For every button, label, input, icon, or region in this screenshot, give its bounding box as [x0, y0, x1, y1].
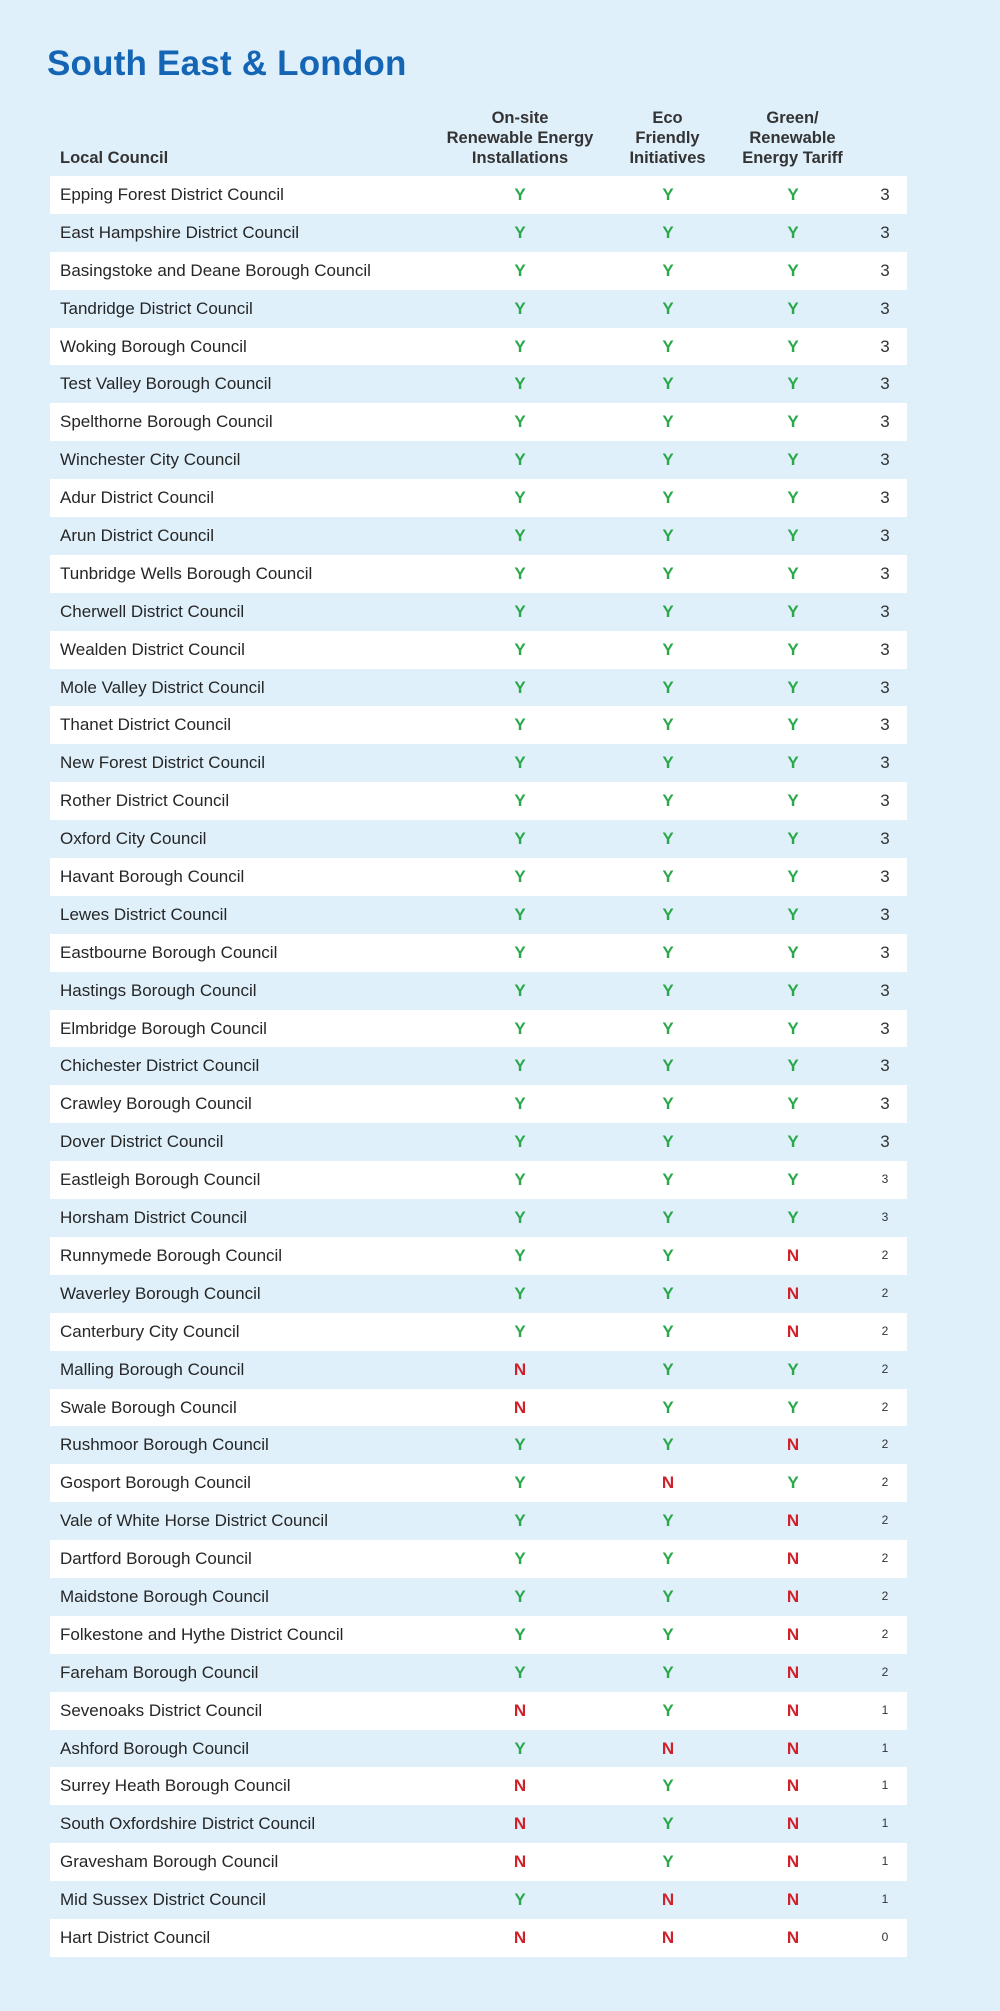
- eco-initiatives-value: Y: [662, 1245, 674, 1265]
- renewable-installations-value: Y: [514, 1132, 526, 1152]
- council-name: Mole Valley District Council: [60, 677, 265, 697]
- eco-initiatives-value: Y: [662, 336, 674, 356]
- table-row: [50, 1730, 907, 1768]
- eco-initiatives-value: Y: [662, 1132, 674, 1152]
- green-tariff-value: Y: [787, 867, 799, 887]
- renewable-installations-value: N: [513, 1397, 527, 1417]
- table-row: [50, 1464, 907, 1502]
- eco-initiatives-value: Y: [662, 980, 674, 1000]
- header-tariff-line-1: Green/: [766, 109, 819, 127]
- green-tariff-value: Y: [787, 791, 799, 811]
- council-name: Adur District Council: [60, 488, 214, 508]
- renewable-installations-value: Y: [514, 715, 526, 735]
- green-tariff-value: N: [786, 1852, 800, 1872]
- score-value: 1: [881, 1740, 889, 1755]
- table-row: [50, 1919, 907, 1957]
- table-row: [50, 214, 907, 252]
- eco-initiatives-value: Y: [662, 867, 674, 887]
- header-eco-line-1: Eco: [652, 109, 683, 127]
- page-title: South East & London: [47, 44, 407, 83]
- council-name: Thanet District Council: [60, 715, 232, 735]
- green-tariff-value: Y: [787, 677, 799, 697]
- green-tariff-value: Y: [787, 488, 799, 508]
- renewable-installations-value: Y: [514, 1624, 526, 1644]
- green-tariff-value: Y: [787, 1018, 799, 1038]
- score-value: 2: [881, 1361, 889, 1376]
- score-value: 2: [881, 1551, 889, 1566]
- eco-initiatives-value: Y: [662, 1208, 674, 1228]
- eco-initiatives-value: Y: [662, 488, 674, 508]
- score-value: 3: [880, 601, 890, 621]
- eco-initiatives-value: Y: [662, 374, 674, 394]
- table-row: [50, 1085, 907, 1123]
- green-tariff-value: Y: [787, 336, 799, 356]
- renewable-installations-value: Y: [514, 601, 526, 621]
- eco-initiatives-value: N: [661, 1927, 675, 1947]
- score-value: 3: [880, 1132, 890, 1152]
- eco-initiatives-value: Y: [662, 1435, 674, 1455]
- green-tariff-value: Y: [787, 1132, 799, 1152]
- renewable-installations-value: Y: [514, 980, 526, 1000]
- score-value: 2: [881, 1475, 889, 1490]
- renewable-installations-value: Y: [514, 1094, 526, 1114]
- score-value: 3: [880, 412, 890, 432]
- eco-initiatives-value: Y: [662, 1776, 674, 1796]
- council-name: Chichester District Council: [60, 1056, 260, 1076]
- renewable-installations-value: Y: [514, 1321, 526, 1341]
- green-tariff-value: Y: [787, 260, 799, 280]
- council-name: Basingstoke and Deane Borough Council: [60, 260, 371, 280]
- council-name: Sevenoaks District Council: [60, 1700, 263, 1720]
- green-tariff-value: Y: [787, 526, 799, 546]
- green-tariff-value: N: [786, 1283, 800, 1303]
- green-tariff-value: Y: [787, 980, 799, 1000]
- council-name: New Forest District Council: [60, 753, 265, 773]
- score-value: 1: [881, 1892, 889, 1907]
- green-tariff-value: N: [786, 1624, 800, 1644]
- council-name: Dartford Borough Council: [60, 1549, 252, 1569]
- green-tariff-value: Y: [787, 222, 799, 242]
- table-row: [50, 706, 907, 744]
- table-row: [50, 1692, 907, 1730]
- council-name: Canterbury City Council: [60, 1321, 240, 1341]
- score-value: 3: [880, 298, 890, 318]
- table-row: [50, 555, 907, 593]
- renewable-installations-value: Y: [514, 185, 526, 204]
- table-row: [50, 1237, 907, 1275]
- renewable-installations-value: N: [513, 1852, 527, 1872]
- eco-initiatives-value: Y: [662, 526, 674, 546]
- renewable-installations-value: Y: [514, 1738, 526, 1758]
- renewable-installations-value: Y: [514, 1245, 526, 1265]
- council-name: Hart District Council: [60, 1927, 211, 1947]
- table-row: [50, 1313, 907, 1351]
- eco-initiatives-value: Y: [662, 1359, 674, 1379]
- green-tariff-value: N: [786, 1321, 800, 1341]
- green-tariff-value: Y: [787, 1397, 799, 1417]
- council-table: [50, 176, 907, 1957]
- eco-initiatives-value: Y: [662, 298, 674, 318]
- council-name: Gosport Borough Council: [60, 1473, 251, 1493]
- council-name: Waverley Borough Council: [60, 1283, 261, 1303]
- table-row: [50, 1578, 907, 1616]
- table-row: [50, 593, 907, 631]
- table-row: [50, 1199, 907, 1237]
- council-name: Dover District Council: [60, 1132, 224, 1152]
- score-value: 3: [880, 904, 890, 924]
- header-local-council: Local Council: [60, 149, 169, 167]
- header-tariff-line-3: Energy Tariff: [742, 149, 843, 167]
- score-value: 3: [880, 526, 890, 546]
- renewable-installations-value: Y: [514, 1586, 526, 1606]
- table-row: [50, 1616, 907, 1654]
- score-value: 3: [880, 791, 890, 811]
- eco-initiatives-value: Y: [662, 639, 674, 659]
- council-name: South Oxfordshire District Council: [60, 1814, 316, 1834]
- eco-initiatives-value: Y: [662, 450, 674, 470]
- eco-initiatives-value: Y: [662, 1624, 674, 1644]
- score-value: 3: [880, 488, 890, 508]
- table-row: [50, 744, 907, 782]
- table-row: [50, 669, 907, 707]
- score-value: 1: [881, 1816, 889, 1831]
- eco-initiatives-value: N: [661, 1890, 675, 1910]
- green-tariff-value: Y: [787, 450, 799, 470]
- header-green-tariff: [720, 108, 865, 168]
- green-tariff-value: Y: [787, 563, 799, 583]
- council-name: Tandridge District Council: [60, 298, 253, 318]
- council-name: Malling Borough Council: [60, 1359, 245, 1379]
- score-value: 3: [880, 260, 890, 280]
- score-value: 2: [881, 1588, 889, 1603]
- renewable-installations-value: N: [513, 1927, 527, 1947]
- score-value: 3: [880, 222, 890, 242]
- council-name: Mid Sussex District Council: [60, 1890, 266, 1910]
- green-tariff-value: Y: [787, 374, 799, 394]
- score-value: 3: [880, 563, 890, 583]
- green-tariff-value: Y: [787, 185, 799, 204]
- renewable-installations-value: Y: [514, 260, 526, 280]
- council-name: Winchester City Council: [60, 450, 241, 470]
- eco-initiatives-value: Y: [662, 185, 674, 204]
- council-name: Runnymede Borough Council: [60, 1245, 283, 1265]
- council-name: Havant Borough Council: [60, 867, 245, 887]
- renewable-installations-value: Y: [514, 1056, 526, 1076]
- eco-initiatives-value: Y: [662, 563, 674, 583]
- green-tariff-value: Y: [787, 298, 799, 318]
- eco-initiatives-value: Y: [662, 1056, 674, 1076]
- eco-initiatives-value: Y: [662, 260, 674, 280]
- eco-initiatives-value: Y: [662, 715, 674, 735]
- renewable-installations-value: Y: [514, 563, 526, 583]
- table-row: [50, 1426, 907, 1464]
- score-value: 2: [881, 1285, 889, 1300]
- green-tariff-value: Y: [787, 715, 799, 735]
- score-value: 3: [880, 867, 890, 887]
- score-value: 3: [881, 1172, 889, 1187]
- council-name: Eastleigh Borough Council: [60, 1170, 261, 1190]
- renewable-installations-value: Y: [514, 450, 526, 470]
- council-name: East Hampshire District Council: [60, 222, 300, 242]
- renewable-installations-value: Y: [514, 942, 526, 962]
- eco-initiatives-value: Y: [662, 1018, 674, 1038]
- score-value: 3: [880, 185, 890, 204]
- green-tariff-value: N: [786, 1776, 800, 1796]
- header-renewable-line-1: On-site: [491, 109, 549, 127]
- renewable-installations-value: N: [513, 1359, 527, 1379]
- green-tariff-value: N: [786, 1890, 800, 1910]
- renewable-installations-value: Y: [514, 1890, 526, 1910]
- table-row: [50, 972, 907, 1010]
- green-tariff-value: Y: [787, 1056, 799, 1076]
- council-name: Gravesham Borough Council: [60, 1852, 279, 1872]
- score-value: 2: [881, 1399, 889, 1414]
- council-name: Crawley Borough Council: [60, 1094, 252, 1114]
- renewable-installations-value: Y: [514, 336, 526, 356]
- table-row: [50, 1161, 907, 1199]
- table-row: [50, 290, 907, 328]
- renewable-installations-value: N: [513, 1814, 527, 1834]
- council-name: Arun District Council: [60, 526, 214, 546]
- green-tariff-value: N: [786, 1245, 800, 1265]
- green-tariff-value: Y: [787, 1359, 799, 1379]
- eco-initiatives-value: Y: [662, 1094, 674, 1114]
- renewable-installations-value: N: [513, 1700, 527, 1720]
- renewable-installations-value: N: [513, 1776, 527, 1796]
- table-row: [50, 1805, 907, 1843]
- table-row: [50, 1047, 907, 1085]
- score-value: 2: [881, 1323, 889, 1338]
- green-tariff-value: N: [786, 1700, 800, 1720]
- score-value: 3: [880, 336, 890, 356]
- header-eco-line-2: Friendly: [635, 129, 700, 147]
- score-value: 1: [881, 1778, 889, 1793]
- council-name: Horsham District Council: [60, 1208, 248, 1228]
- table-row: [50, 858, 907, 896]
- table-row: [50, 176, 907, 214]
- renewable-installations-value: Y: [514, 488, 526, 508]
- green-tariff-value: Y: [787, 829, 799, 849]
- score-value: 2: [881, 1513, 889, 1528]
- table-row: [50, 1275, 907, 1313]
- council-name: Folkestone and Hythe District Council: [60, 1624, 344, 1644]
- table-row: [50, 782, 907, 820]
- green-tariff-value: N: [786, 1511, 800, 1531]
- table-row: [50, 1767, 907, 1805]
- eco-initiatives-value: Y: [662, 222, 674, 242]
- green-tariff-value: Y: [787, 1170, 799, 1190]
- table-row: [50, 328, 907, 366]
- table-row: [50, 1502, 907, 1540]
- score-value: 0: [881, 1929, 889, 1944]
- table-row: [50, 479, 907, 517]
- council-name: Tunbridge Wells Borough Council: [60, 563, 313, 583]
- green-tariff-value: N: [786, 1738, 800, 1758]
- eco-initiatives-value: N: [661, 1473, 675, 1493]
- renewable-installations-value: Y: [514, 753, 526, 773]
- eco-initiatives-value: Y: [662, 1586, 674, 1606]
- renewable-installations-value: Y: [514, 829, 526, 849]
- eco-initiatives-value: Y: [662, 1283, 674, 1303]
- renewable-installations-value: Y: [514, 1208, 526, 1228]
- council-name: Oxford City Council: [60, 829, 207, 849]
- council-name: Ashford Borough Council: [60, 1738, 250, 1758]
- table-row: [50, 365, 907, 403]
- eco-initiatives-value: Y: [662, 1814, 674, 1834]
- renewable-installations-value: Y: [514, 298, 526, 318]
- eco-initiatives-value: N: [661, 1738, 675, 1758]
- renewable-installations-value: Y: [514, 1511, 526, 1531]
- renewable-installations-value: Y: [514, 1018, 526, 1038]
- table-row: [50, 252, 907, 290]
- eco-initiatives-value: Y: [662, 677, 674, 697]
- table-row: [50, 1351, 907, 1389]
- score-value: 3: [880, 980, 890, 1000]
- renewable-installations-value: Y: [514, 677, 526, 697]
- eco-initiatives-value: Y: [662, 1170, 674, 1190]
- renewable-installations-value: Y: [514, 639, 526, 659]
- table-row: [50, 517, 907, 555]
- score-value: 2: [881, 1247, 889, 1262]
- table-row: [50, 934, 907, 972]
- score-value: 1: [881, 1702, 889, 1717]
- eco-initiatives-value: Y: [662, 1511, 674, 1531]
- council-name: Rother District Council: [60, 791, 230, 811]
- table-header: [0, 108, 1000, 176]
- renewable-installations-value: Y: [514, 1435, 526, 1455]
- header-eco-initiatives: [595, 108, 740, 168]
- council-name: Woking Borough Council: [60, 336, 247, 356]
- header-renewable-installations: [420, 108, 620, 168]
- header-eco-line-3: Initiatives: [629, 149, 706, 167]
- table-row: [50, 1843, 907, 1881]
- green-tariff-value: Y: [787, 904, 799, 924]
- council-name: Elmbridge Borough Council: [60, 1018, 267, 1038]
- green-tariff-value: N: [786, 1927, 800, 1947]
- renewable-installations-value: Y: [514, 526, 526, 546]
- score-value: 3: [880, 829, 890, 849]
- score-value: 3: [880, 1056, 890, 1076]
- eco-initiatives-value: Y: [662, 1321, 674, 1341]
- table-row: [50, 1010, 907, 1048]
- green-tariff-value: N: [786, 1662, 800, 1682]
- eco-initiatives-value: Y: [662, 904, 674, 924]
- council-name: Eastbourne Borough Council: [60, 942, 278, 962]
- green-tariff-value: Y: [787, 1208, 799, 1228]
- council-name: Maidstone Borough Council: [60, 1586, 269, 1606]
- table-row: [50, 1123, 907, 1161]
- table-row: [50, 441, 907, 479]
- renewable-installations-value: Y: [514, 1662, 526, 1682]
- green-tariff-value: Y: [787, 412, 799, 432]
- green-tariff-value: Y: [787, 1094, 799, 1114]
- table-row: [50, 1389, 907, 1427]
- green-tariff-value: Y: [787, 639, 799, 659]
- renewable-installations-value: Y: [514, 222, 526, 242]
- renewable-installations-value: Y: [514, 412, 526, 432]
- score-value: 2: [881, 1664, 889, 1679]
- renewable-installations-value: Y: [514, 791, 526, 811]
- score-value: 3: [880, 639, 890, 659]
- renewable-installations-value: Y: [514, 904, 526, 924]
- score-value: 3: [880, 942, 890, 962]
- eco-initiatives-value: Y: [662, 412, 674, 432]
- eco-initiatives-value: Y: [662, 829, 674, 849]
- score-value: 3: [880, 715, 890, 735]
- header-tariff-line-2: Renewable: [749, 129, 836, 147]
- council-name: Swale Borough Council: [60, 1397, 237, 1417]
- renewable-installations-value: Y: [514, 1549, 526, 1569]
- green-tariff-value: Y: [787, 942, 799, 962]
- score-value: 3: [880, 753, 890, 773]
- eco-initiatives-value: Y: [662, 1852, 674, 1872]
- green-tariff-value: Y: [787, 601, 799, 621]
- header-renewable-line-2: Renewable Energy: [446, 129, 594, 147]
- renewable-installations-value: Y: [514, 1473, 526, 1493]
- table-row: [50, 631, 907, 669]
- eco-initiatives-value: Y: [662, 942, 674, 962]
- council-name: Hastings Borough Council: [60, 980, 257, 1000]
- council-name: Spelthorne Borough Council: [60, 412, 273, 432]
- council-name: Vale of White Horse District Council: [60, 1511, 328, 1531]
- green-tariff-value: N: [786, 1435, 800, 1455]
- eco-initiatives-value: Y: [662, 753, 674, 773]
- council-name: Surrey Heath Borough Council: [60, 1776, 291, 1796]
- score-value: 3: [880, 1094, 890, 1114]
- score-value: 1: [881, 1854, 889, 1869]
- green-tariff-value: N: [786, 1814, 800, 1834]
- council-name: Test Valley Borough Council: [60, 374, 272, 394]
- eco-initiatives-value: Y: [662, 601, 674, 621]
- renewable-installations-value: Y: [514, 867, 526, 887]
- score-value: 2: [881, 1437, 889, 1452]
- eco-initiatives-value: Y: [662, 791, 674, 811]
- score-value: 3: [880, 1018, 890, 1038]
- green-tariff-value: N: [786, 1586, 800, 1606]
- renewable-installations-value: Y: [514, 374, 526, 394]
- score-value: 3: [880, 450, 890, 470]
- council-name: Rushmoor Borough Council: [60, 1435, 269, 1455]
- council-name: Cherwell District Council: [60, 601, 245, 621]
- header-renewable-line-3: Installations: [471, 149, 569, 167]
- council-name: Fareham Borough Council: [60, 1662, 259, 1682]
- table-row: [50, 1540, 907, 1578]
- green-tariff-value: N: [786, 1549, 800, 1569]
- green-tariff-value: Y: [787, 1473, 799, 1493]
- table-row: [50, 1654, 907, 1692]
- eco-initiatives-value: Y: [662, 1700, 674, 1720]
- score-value: 3: [881, 1210, 889, 1225]
- council-name: Epping Forest District Council: [60, 185, 284, 204]
- score-value: 3: [880, 677, 890, 697]
- eco-initiatives-value: Y: [662, 1662, 674, 1682]
- eco-initiatives-value: Y: [662, 1549, 674, 1569]
- renewable-installations-value: Y: [514, 1170, 526, 1190]
- score-value: 2: [881, 1626, 889, 1641]
- eco-initiatives-value: Y: [662, 1397, 674, 1417]
- table-row: [50, 403, 907, 441]
- table-row: [50, 1881, 907, 1919]
- score-value: 3: [880, 374, 890, 394]
- green-tariff-value: Y: [787, 753, 799, 773]
- renewable-installations-value: Y: [514, 1283, 526, 1303]
- council-name: Lewes District Council: [60, 904, 228, 924]
- council-name: Wealden District Council: [60, 639, 245, 659]
- table-row: [50, 896, 907, 934]
- table-row: [50, 820, 907, 858]
